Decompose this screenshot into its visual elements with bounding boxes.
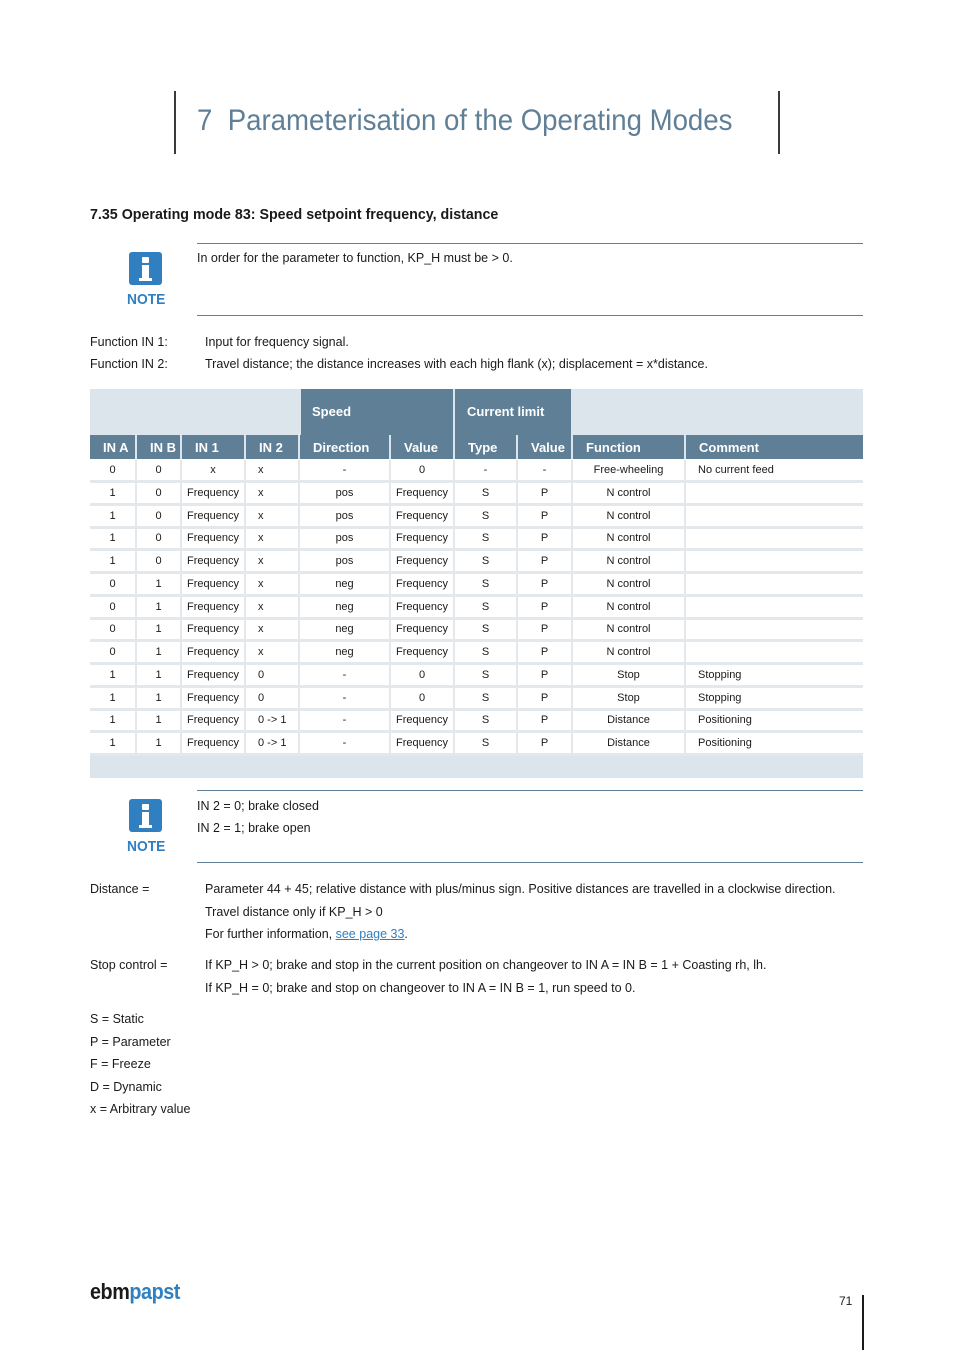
table-cell-in-1: Frequency: [187, 600, 239, 613]
table-cell-speed-value: Frequency: [396, 737, 448, 749]
table-cell-in-b: 1: [155, 600, 162, 613]
table-cell-speed-value: 0: [418, 691, 426, 704]
note1-label: NOTE: [127, 291, 166, 308]
table-cell-function: N control: [606, 555, 651, 567]
table-cell-in-b: 1: [155, 714, 162, 727]
table-cell-function: N control: [606, 646, 651, 658]
page-number: 71: [839, 1294, 853, 1308]
table-cell-speed-value: Frequency: [396, 486, 448, 499]
page-number-bar: [862, 1295, 864, 1350]
table-cell-in-1: Frequency: [187, 532, 239, 545]
distance-line3-prefix: For further information,: [205, 927, 336, 941]
function-in2-label: Function IN 2:: [90, 357, 168, 371]
note1-bottom-rule: [197, 315, 863, 316]
table-cell-speed-value: Frequency: [396, 714, 448, 727]
table-cell-in-b: 1: [155, 577, 162, 590]
table-cell-type: -: [483, 464, 488, 476]
table-cell-current-value: P: [540, 623, 549, 636]
distance-label: Distance =: [90, 882, 150, 896]
table-row: [90, 665, 863, 685]
table-cell-comment: [686, 483, 863, 503]
table-cell-in-2: x: [258, 486, 264, 499]
note2-label: NOTE: [127, 838, 166, 855]
table-cell-in-1: Frequency: [187, 555, 239, 567]
table-cell-function: N control: [606, 509, 651, 522]
table-cell-in-2: x: [258, 577, 264, 590]
table-cell-direction: -: [342, 737, 347, 749]
note1-top-rule: [197, 243, 863, 244]
table-row: [90, 574, 863, 594]
table-cell-direction: -: [342, 714, 347, 727]
table-cell-in-1: Frequency: [187, 691, 239, 704]
table-cell-in-2: x: [258, 532, 264, 545]
table-cell-in-a: 0: [109, 464, 116, 476]
table-cell-comment: Positioning: [698, 714, 752, 727]
chapter-title: [197, 104, 732, 138]
table-cell-direction: -: [342, 464, 347, 476]
table-row: [90, 460, 863, 480]
table-cell-in-2: 0: [258, 691, 265, 704]
table-cell-comment: [686, 574, 863, 594]
table-cell-in-2: 0 -> 1: [258, 737, 287, 749]
table-cell-function: Stop: [617, 691, 640, 704]
table-cell-in-2: x: [258, 555, 264, 567]
section-title: 7.35 Operating mode 83: Speed setpoint frequency, distance: [90, 206, 499, 223]
table-cell-in-a: 0: [109, 577, 116, 590]
table-row: [90, 551, 863, 571]
table-cell-direction: pos: [335, 555, 354, 567]
table-cell-comment: [686, 506, 863, 526]
table-cell-function: Stop: [617, 668, 640, 681]
table-row: [90, 688, 863, 708]
table-cell-type: S: [481, 555, 490, 567]
table-cell-function: N control: [606, 577, 651, 590]
table-cell-direction: neg: [335, 623, 354, 636]
table-cell-type: S: [481, 737, 490, 749]
distance-line3: [205, 927, 408, 941]
see-page-link[interactable]: see page 33: [335, 927, 405, 941]
table-cell-current-value: P: [540, 600, 549, 613]
table-cell-direction: neg: [335, 646, 354, 658]
table-cell-comment: [686, 597, 863, 617]
table-column-header: [90, 435, 863, 459]
legend-item: S = Static: [90, 1012, 144, 1026]
table-cell-function: N control: [606, 486, 651, 499]
table-cell-current-value: P: [540, 668, 549, 681]
table-cell-speed-value: Frequency: [396, 509, 448, 522]
table-cell-current-value: P: [540, 646, 549, 658]
table-cell-current-value: P: [540, 577, 549, 590]
legend-item: F = Freeze: [90, 1057, 151, 1071]
note2-line: IN 2 = 1; brake open: [197, 821, 311, 835]
table-cell-in-a: 1: [109, 486, 116, 499]
legend-item: P = Parameter: [90, 1035, 171, 1049]
table-cell-type: S: [481, 532, 490, 545]
table-cell-type: S: [481, 623, 490, 636]
table-cell-type: S: [481, 577, 490, 590]
table-cell-speed-value: 0: [418, 668, 426, 681]
column-header-in-b: IN B: [150, 440, 176, 455]
table-cell-in-2: x: [258, 509, 264, 522]
table-cell-current-value: P: [540, 532, 549, 545]
table-cell-in-a: 1: [109, 737, 116, 749]
ebmpapst-logo: ebmpapst: [90, 1279, 180, 1304]
table-row: [90, 506, 863, 526]
table-footer-band: [90, 756, 863, 778]
column-header-type: Type: [468, 440, 498, 455]
note2-bottom-rule: [197, 862, 863, 863]
function-in1-label: Function IN 1:: [90, 335, 168, 349]
table-cell-speed-value: Frequency: [396, 555, 448, 567]
stop-control-label: Stop control =: [90, 958, 168, 972]
table-cell-speed-value: Frequency: [396, 577, 448, 590]
table-row: [90, 597, 863, 617]
table-cell-function: N control: [606, 600, 651, 613]
table-cell-in-2: x: [258, 464, 264, 476]
table-row: [90, 483, 863, 503]
table-cell-speed-value: Frequency: [396, 600, 448, 613]
column-header-comment: Comment: [699, 440, 759, 455]
table-cell-in-1: Frequency: [187, 668, 239, 681]
column-header-speed-value: Value: [404, 440, 438, 455]
table-cell-direction: pos: [335, 509, 354, 522]
table-cell-current-value: -: [542, 464, 547, 476]
table-row: [90, 619, 863, 639]
table-cell-in-a: 0: [109, 623, 116, 636]
table-cell-in-1: Frequency: [187, 509, 239, 522]
legend-item: D = Dynamic: [90, 1080, 162, 1094]
table-cell-comment: [686, 551, 863, 571]
table-cell-comment: Stopping: [698, 691, 742, 704]
table-cell-type: S: [481, 668, 490, 681]
table-cell-in-1: Frequency: [187, 577, 239, 590]
table-cell-comment: Positioning: [698, 737, 752, 749]
table-cell-in-a: 1: [109, 532, 116, 545]
table-row: [90, 642, 863, 662]
table-cell-in-1: Frequency: [187, 737, 239, 749]
table-cell-type: S: [481, 486, 490, 499]
table-cell-in-2: x: [258, 600, 264, 613]
table-row: [90, 528, 863, 548]
table-cell-current-value: P: [540, 509, 549, 522]
chapter-right-bar: [778, 91, 780, 154]
table-cell-comment: No current feed: [698, 464, 774, 476]
column-header-in-1: IN 1: [195, 440, 219, 455]
table-cell-speed-value: Frequency: [396, 623, 448, 636]
column-header-in-2: IN 2: [259, 440, 283, 455]
table-cell-in-b: 0: [155, 486, 162, 499]
table-cell-function: N control: [606, 623, 651, 636]
table-cell-current-value: P: [540, 486, 549, 499]
table-cell-current-value: P: [540, 737, 549, 749]
table-cell-type: S: [481, 600, 490, 613]
group-speed: [299, 389, 453, 435]
table-cell-in-b: 1: [155, 737, 162, 749]
table-cell-comment: [686, 528, 863, 548]
operating-mode-table: [90, 389, 863, 778]
table-group-header: [90, 389, 863, 435]
table-cell-function: Free-wheeling: [593, 464, 664, 476]
table-cell-in-b: 1: [155, 691, 162, 704]
stop-control-line2: If KP_H = 0; brake and stop on changeover to IN A = IN B = 1, run speed to 0.: [205, 981, 636, 995]
table-row: [90, 733, 863, 753]
column-header-function: Function: [586, 440, 641, 455]
table-cell-comment: [686, 642, 863, 662]
table-cell-in-a: 0: [109, 646, 116, 658]
function-in2-text: Travel distance; the distance increases with each high flank (x); displacement = x*distance.: [205, 357, 708, 371]
column-header-in-a: IN A: [103, 440, 129, 455]
table-cell-in-1: Frequency: [187, 486, 239, 499]
table-cell-current-value: P: [540, 691, 549, 704]
table-cell-in-1: Frequency: [187, 623, 239, 636]
table-cell-in-b: 0: [155, 555, 162, 567]
table-cell-in-2: 0 -> 1: [258, 714, 287, 727]
table-cell-in-b: 1: [155, 623, 162, 636]
table-cell-in-2: x: [258, 623, 264, 636]
info-icon: [129, 252, 162, 285]
table-cell-type: S: [481, 691, 490, 704]
table-cell-function: Distance: [607, 714, 650, 727]
legend-item: x = Arbitrary value: [90, 1102, 191, 1116]
table-cell-direction: pos: [335, 486, 354, 499]
table-row: [90, 710, 863, 730]
table-cell-direction: neg: [335, 600, 354, 613]
table-cell-comment: Stopping: [698, 668, 742, 681]
table-cell-in-a: 1: [109, 691, 116, 704]
table-cell-in-a: 1: [109, 668, 116, 681]
chapter-left-bar: [174, 91, 176, 154]
group-speed-label: Speed: [312, 404, 352, 419]
table-cell-type: S: [481, 714, 490, 727]
table-cell-in-b: 1: [155, 646, 162, 658]
column-header-current-value: Value: [531, 440, 565, 455]
table-cell-in-b: 0: [155, 509, 162, 522]
chapter-number: 7: [197, 104, 213, 137]
function-in1-text: Input for frequency signal.: [205, 335, 349, 349]
table-cell-in-b: 0: [155, 464, 162, 476]
table-cell-current-value: P: [540, 714, 549, 727]
table-cell-current-value: P: [540, 555, 549, 567]
table-cell-in-2: 0: [258, 668, 265, 681]
table-cell-in-1: Frequency: [187, 646, 239, 658]
table-cell-direction: neg: [335, 577, 354, 590]
table-cell-function: N control: [606, 532, 651, 545]
table-cell-function: Distance: [607, 737, 650, 749]
table-cell-in-a: 1: [109, 555, 116, 567]
note2-line: IN 2 = 0; brake closed: [197, 799, 319, 813]
distance-line2: Travel distance only if KP_H > 0: [205, 905, 383, 919]
table-cell-type: S: [481, 509, 490, 522]
table-cell-speed-value: Frequency: [396, 532, 448, 545]
table-cell-speed-value: 0: [418, 464, 426, 476]
table-cell-direction: -: [342, 691, 347, 704]
table-cell-comment: [686, 619, 863, 639]
table-cell-speed-value: Frequency: [396, 646, 448, 658]
table-cell-in-b: 1: [155, 668, 162, 681]
stop-control-line1: If KP_H > 0; brake and stop in the current position on changeover to IN A = IN B = 1 + Coasting rh, lh.: [205, 958, 767, 972]
table-cell-in-a: 1: [109, 714, 116, 727]
chapter-title-text: Parameterisation of the Operating Modes: [227, 104, 733, 137]
group-current-limit: [454, 389, 571, 435]
distance-line3-suffix: .: [404, 927, 408, 941]
table-cell-type: S: [481, 646, 490, 658]
table-cell-in-a: 0: [109, 600, 116, 613]
table-cell-in-1: Frequency: [187, 714, 239, 727]
table-cell-in-a: 1: [109, 509, 116, 522]
table-cell-in-1: x: [210, 464, 216, 476]
table-cell-in-2: x: [258, 646, 264, 658]
distance-line1: Parameter 44 + 45; relative distance with plus/minus sign. Positive distances are travelled in a clockwise direction.: [205, 882, 836, 896]
note1-text: In order for the parameter to function, KP_H must be > 0.: [197, 251, 513, 265]
group-current-limit-label: Current limit: [467, 404, 545, 419]
table-cell-in-b: 0: [155, 532, 162, 545]
column-header-direction: Direction: [313, 440, 370, 455]
table-cell-direction: -: [342, 668, 347, 681]
info-icon: [129, 799, 162, 832]
note2-top-rule: [197, 790, 863, 791]
table-cell-direction: pos: [335, 532, 354, 545]
